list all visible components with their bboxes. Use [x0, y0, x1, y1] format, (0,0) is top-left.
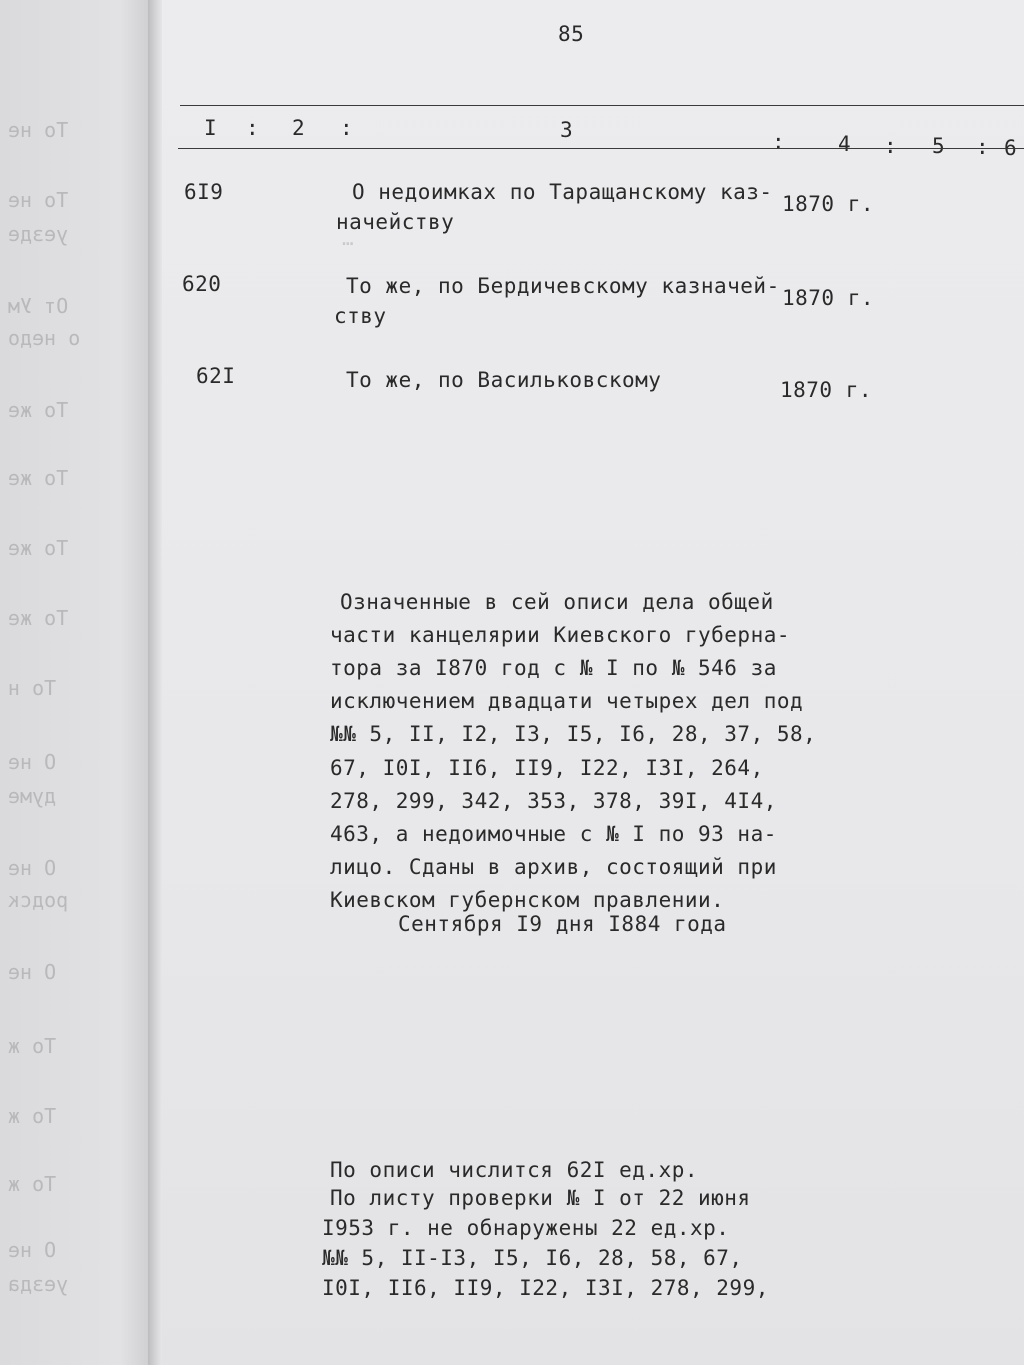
- book-gutter: [148, 0, 162, 1365]
- note-line: Означенные в сей описи дела общей: [340, 590, 774, 614]
- facing-page-fragment: уезде: [8, 222, 69, 246]
- summary-line: По листу проверки № I от 22 июня: [330, 1186, 751, 1210]
- header-col-3: 3: [560, 118, 574, 142]
- date-line: Сентября I9 дня I884 года: [398, 912, 727, 936]
- row-title-line-2: ству: [334, 304, 387, 328]
- note-line: Киевском губернском правлении.: [330, 888, 725, 912]
- row-number: 62I: [196, 364, 236, 388]
- summary-line: По описи числится 62I ед.хр.: [330, 1158, 699, 1182]
- note-line: 278, 299, 342, 353, 378, 39I, 4I4,: [330, 789, 777, 813]
- header-separator: :: [246, 116, 260, 140]
- header-col-1: I: [204, 116, 218, 140]
- facing-page-fragment: То не: [8, 188, 69, 212]
- facing-page-fragment: От Ум: [8, 294, 69, 318]
- summary-line: I0I, II6, II9, I22, I3I, 278, 299,: [322, 1276, 769, 1300]
- row-year: 1870 г.: [782, 286, 875, 310]
- facing-page-fragment: То ж: [8, 1172, 57, 1196]
- header-separator: :: [772, 130, 786, 154]
- note-line: исключением двадцати четырех дел под: [330, 689, 804, 713]
- facing-page-fragment: О не: [8, 1238, 57, 1262]
- facing-page-fragment: думе: [8, 784, 57, 808]
- document-page: [162, 0, 1024, 1365]
- note-line: части канцелярии Киевского губерна-: [330, 623, 791, 647]
- facing-page-fragment: То же: [8, 536, 69, 560]
- facing-page-fragment: То же: [8, 606, 69, 630]
- summary-line: I953 г. не обнаружены 22 ед.хр.: [322, 1216, 730, 1240]
- bleed-through-text: …: [342, 228, 354, 250]
- note-line: лицо. Сданы в архив, состоящий при: [330, 855, 777, 879]
- facing-page-fragment: То не: [8, 118, 69, 142]
- row-title-line-2: начейству: [336, 210, 455, 234]
- row-title-line-1: То же, по Васильковскому: [346, 368, 662, 392]
- facing-page-fragment: О не: [8, 856, 57, 880]
- facing-page-fragment: То же: [8, 466, 69, 490]
- row-number: 620: [182, 272, 222, 296]
- facing-page-fragment: о недо: [8, 326, 81, 350]
- header-col-4: 4: [838, 132, 852, 156]
- facing-page-fragment: родск: [8, 888, 69, 912]
- header-col-2: 2: [292, 116, 306, 140]
- table-header-rule: [178, 148, 1024, 149]
- header-separator: :: [340, 116, 354, 140]
- table-top-rule: [180, 105, 1024, 106]
- facing-page-fragment: То ж: [8, 1104, 57, 1128]
- row-year: 1870 г.: [780, 378, 873, 402]
- facing-page-fragment: То н: [8, 676, 57, 700]
- header-separator: :: [976, 135, 990, 159]
- row-number: 6I9: [184, 180, 224, 204]
- row-title-line-1: То же, по Бердичевскому казначей-: [346, 274, 780, 298]
- facing-page-fragment: О не: [8, 750, 57, 774]
- facing-page-fragment: О не: [8, 960, 57, 984]
- facing-page-fragment: То же: [8, 398, 69, 422]
- row-title-line-1: О недоимках по Таращанскому каз-: [352, 180, 773, 204]
- note-line: 67, I0I, II6, II9, I22, I3I, 264,: [330, 756, 764, 780]
- facing-page-fragment: То ж: [8, 1034, 57, 1058]
- header-col-5: 5: [932, 134, 946, 158]
- row-year: 1870 г.: [782, 192, 875, 216]
- facing-page: [0, 0, 150, 1365]
- summary-line: №№ 5, II-I3, I5, I6, 28, 58, 67,: [322, 1246, 743, 1270]
- header-col-6: 6: [1004, 136, 1018, 160]
- note-line: 463, а недоимочные с № I по 93 на-: [330, 822, 777, 846]
- page-number: 85: [558, 22, 585, 46]
- note-line: тора за I870 год с № I по № 546 за: [330, 656, 777, 680]
- header-separator: :: [884, 134, 898, 158]
- facing-page-fragment: уезда: [8, 1272, 69, 1296]
- note-line: №№ 5, II, I2, I3, I5, I6, 28, 37, 58,: [330, 722, 817, 746]
